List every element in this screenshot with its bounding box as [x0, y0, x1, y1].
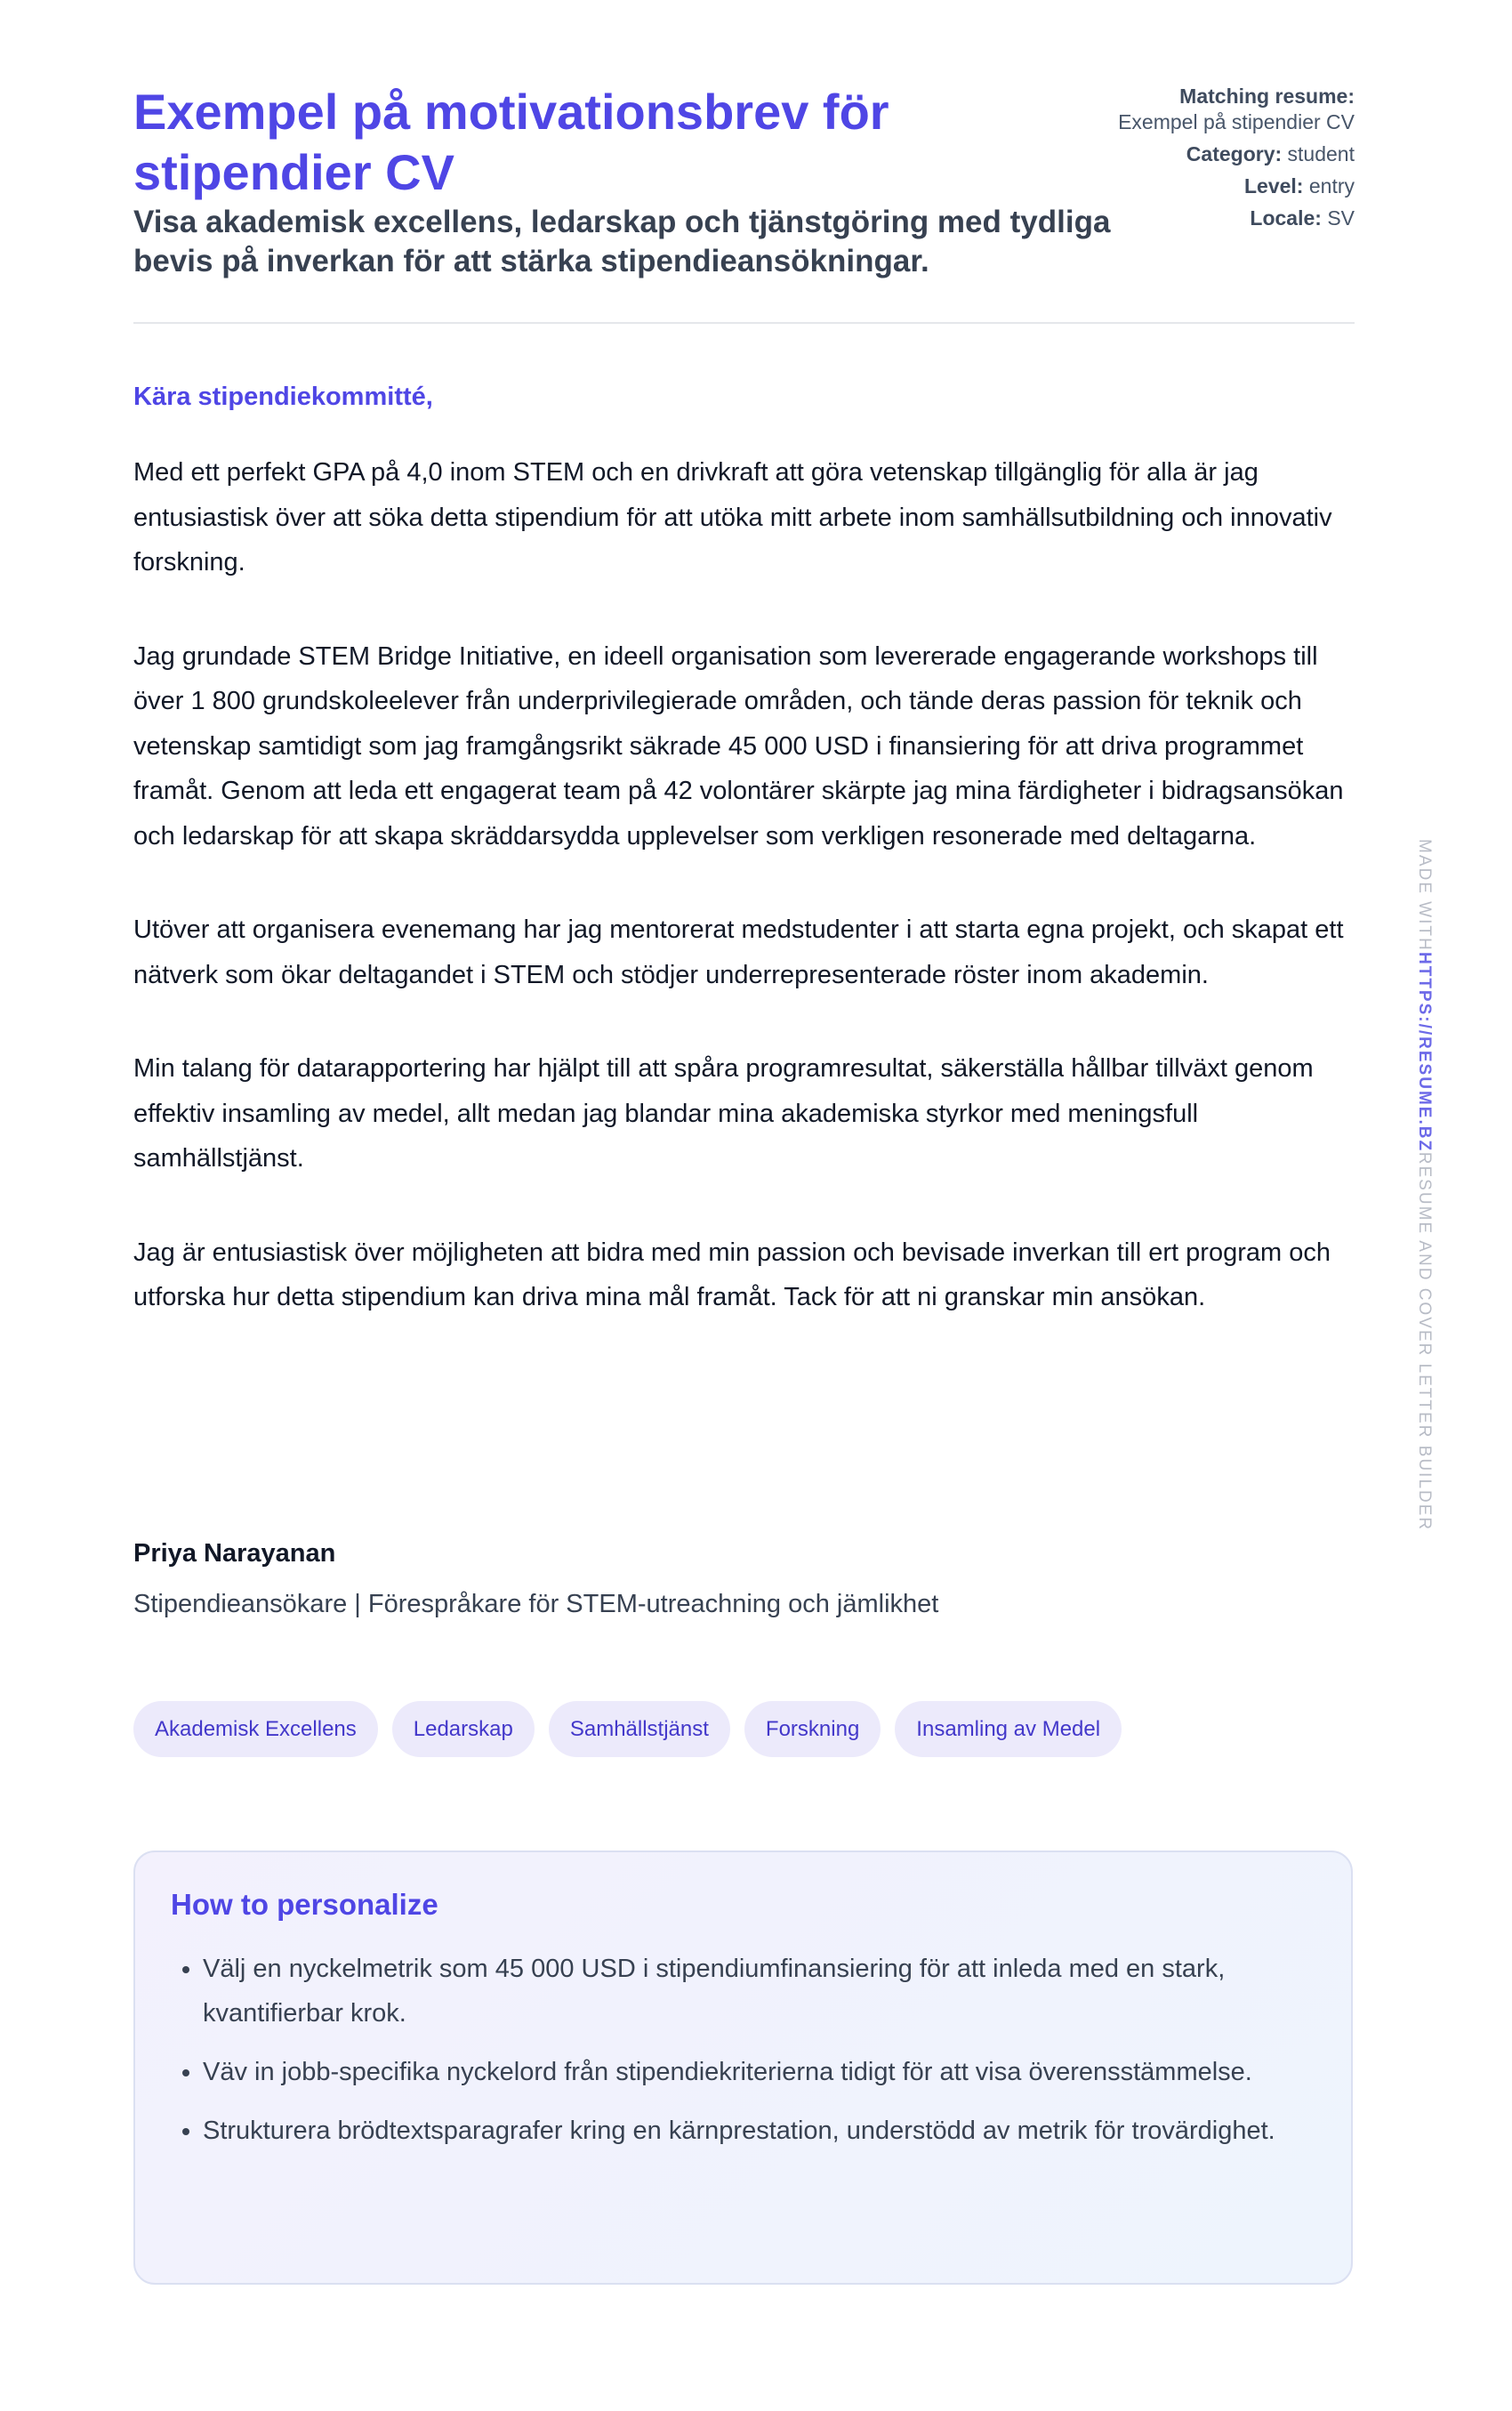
page-subtitle: Visa akademisk excellens, ledarskap och tjänstgöring med tydliga bevis på inverkan för att stärka stipendieansökningar.	[133, 205, 1111, 278]
meta-locale: Locale: SV	[1250, 206, 1355, 230]
watermark: MADE WITHHTTPS://RESUME.BZRESUME AND COVER LETTER BUILDER	[1415, 839, 1434, 1532]
letter-body	[133, 450, 1355, 1369]
tip-item: • Välj en nyckelmetrik som 45 000 USD i stipendiumfinansiering för att inleda med en stark, kvantifierbar krok.	[203, 1947, 1315, 2036]
page-title: Exempel på motivationsbrev för stipendier CV	[133, 84, 889, 200]
letter-paragraph: Utöver att organisera evenemang har jag mentorerat medstudenter i att starta egna projekt, och skapat ett nätverk som ökar deltagandet i STEM och stödjer underrepresenterade röster inom akademin.	[133, 915, 1344, 989]
tag-list	[133, 1701, 1122, 1757]
tag: Ledarskap	[392, 1701, 535, 1757]
signature-name: Priya Narayanan	[133, 1539, 336, 1568]
meta-matching-resume: Matching resume: Exempel på stipendier CV	[1118, 85, 1355, 133]
salutation: Kära stipendiekommitté,	[133, 383, 433, 411]
letter-paragraph: Med ett perfekt GPA på 4,0 inom STEM och en drivkraft att göra vetenskap tillgänglig för alla är jag entusiastisk över att söka detta stipendium för att utöka mitt arbete inom samhällsutbildning och innovativ forskning.	[133, 458, 1332, 577]
meta-level: Level: entry	[1243, 174, 1355, 198]
tips-list	[171, 1947, 1315, 2153]
letter-paragraph: Jag grundade STEM Bridge Initiative, en ideell organisation som levererade engagerande workshops till över 1 800 grundskoleelever från underprivilegierade områden, och tände deras passion för teknik och vetenskap samtidigt som jag framgångsrikt säkrade 45 000 USD i finansiering för att driva programmet framåt. Genom att leda ett engagerat team på 42 volontärer skärpte jag mina färdigheter i bidragsansökan och ledarskap för att skapa skräddarsydda upplevelser som verkligen resonerade med deltagarna.	[133, 641, 1344, 851]
tip-item: • Strukturera brödtextsparagrafer kring en kärnprestation, understödd av metrik för trovärdighet.	[203, 2109, 1315, 2153]
personalize-tips-box	[133, 1851, 1353, 2285]
tag: Insamling av Medel	[895, 1701, 1122, 1757]
tag: Forskning	[744, 1701, 881, 1757]
tag: Akademisk Excellens	[133, 1701, 378, 1757]
resume-bz-link[interactable]: HTTPS://RESUME.BZ	[1415, 951, 1434, 1152]
signature-role: Stipendieansökare | Förespråkare för STEM-utreachning och jämlikhet	[133, 1590, 939, 1618]
letter-paragraph: Jag är entusiastisk över möjligheten att bidra med min passion och bevisade inverkan till ert program och utforska hur detta stipendium kan driva mina mål framåt. Tack för att ni granskar min ansökan.	[133, 1238, 1331, 1311]
tag: Samhällstjänst	[549, 1701, 730, 1757]
header-divider	[133, 322, 1355, 324]
tips-heading: How to personalize	[171, 1888, 438, 1921]
meta-panel	[1088, 84, 1355, 238]
header	[133, 82, 1355, 322]
meta-category: Category: student	[1186, 142, 1355, 165]
letter-paragraph: Min talang för datarapportering har hjälpt till att spåra programresultat, säkerställa hållbar tillväxt genom effektiv insamling av medel, allt medan jag blandar mina akademiska styrkor med meningsfull samhällstjänst.	[133, 1054, 1314, 1173]
tip-item: • Väv in jobb-specifika nyckelord från stipendiekriterierna tidigt för att visa överensstämmelse.	[203, 2050, 1315, 2094]
